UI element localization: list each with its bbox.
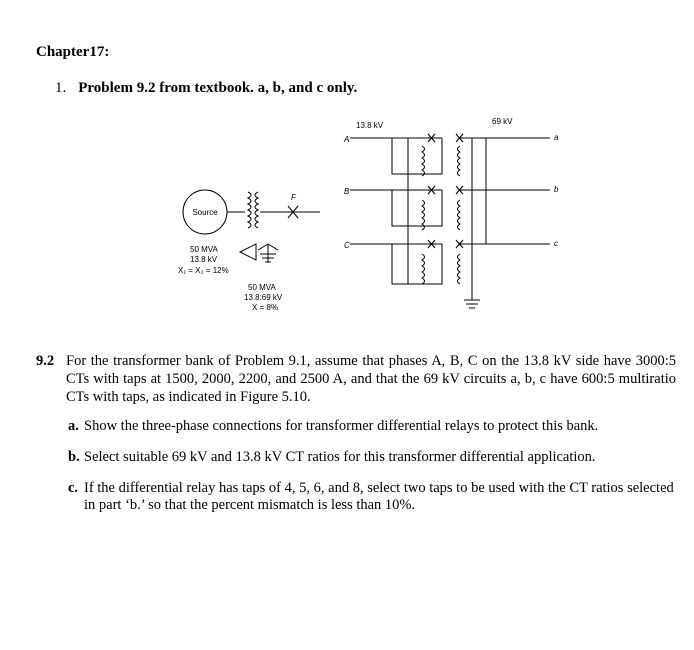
source-label: Source [192, 208, 218, 217]
part-text: If the differential relay has taps of 4, 5, 6, and 8, select two taps to be used with the CT ratios selected in part ‘b.’ so that the percent mismatch is less than 10%. [84, 480, 674, 513]
phase-B-label: B [344, 187, 350, 196]
gen-reactance: X₁ = X₂ = 12% [178, 266, 229, 275]
phase-a-label: a [554, 133, 559, 142]
gen-rating: 50 MVA [190, 245, 218, 254]
assignment-item [55, 80, 357, 97]
hv-winding-B [458, 200, 461, 230]
lv-voltage-label: 13.8 kV [356, 121, 384, 130]
xfmr-voltage: 13.8:69 kV [244, 293, 283, 302]
problem-body: For the transformer bank of Problem 9.1, assume that phases A, B, C on the 13.8 kV side have 3000:5 CTs with taps at 1500, 2000, 2200, and 2500 A, and that the 69 kV circuits a, b, c have 600:5 multiratio CTs with taps, as indicated in Figure 5.10. [66, 353, 676, 405]
problem-parts [68, 418, 678, 528]
phase-b-label: b [554, 185, 559, 194]
item-number: 1. [55, 80, 67, 96]
lv-winding-C [422, 254, 425, 284]
item-text: Problem 9.2 from textbook. a, b, and c only. [78, 80, 358, 96]
part-b [68, 449, 678, 466]
part-c [68, 480, 678, 514]
part-text: Show the three-phase connections for transformer differential relays to protect this bank. [84, 418, 599, 434]
lv-winding-A [422, 146, 425, 176]
xfmr-coil-left [248, 192, 251, 228]
hv-winding-C [458, 254, 461, 284]
gen-voltage: 13.8 kV [190, 255, 218, 264]
fault-label: F [291, 193, 296, 202]
problem-number: 9.2 [36, 353, 55, 369]
part-a [68, 418, 678, 435]
phase-C-label: C [344, 241, 350, 250]
chapter-heading: Chapter17: [36, 44, 110, 60]
xfmr-rating: 50 MVA [248, 283, 276, 292]
one-line-diagram-figure [160, 112, 580, 322]
part-text: Select suitable 69 kV and 13.8 kV CT ratios for this transformer differential application. [84, 449, 596, 465]
delta-symbol [240, 244, 256, 260]
part-label: c. [68, 480, 79, 496]
xfmr-coil-right [255, 192, 258, 228]
phase-c-label: c [554, 239, 558, 248]
hv-voltage-label: 69 kV [492, 117, 513, 126]
part-label: b. [68, 449, 80, 465]
problem-statement [36, 352, 676, 406]
hv-winding-A [458, 146, 461, 176]
part-label: a. [68, 418, 79, 434]
phase-A-label: A [344, 135, 350, 144]
xfmr-reactance: X = 8% [252, 303, 279, 312]
